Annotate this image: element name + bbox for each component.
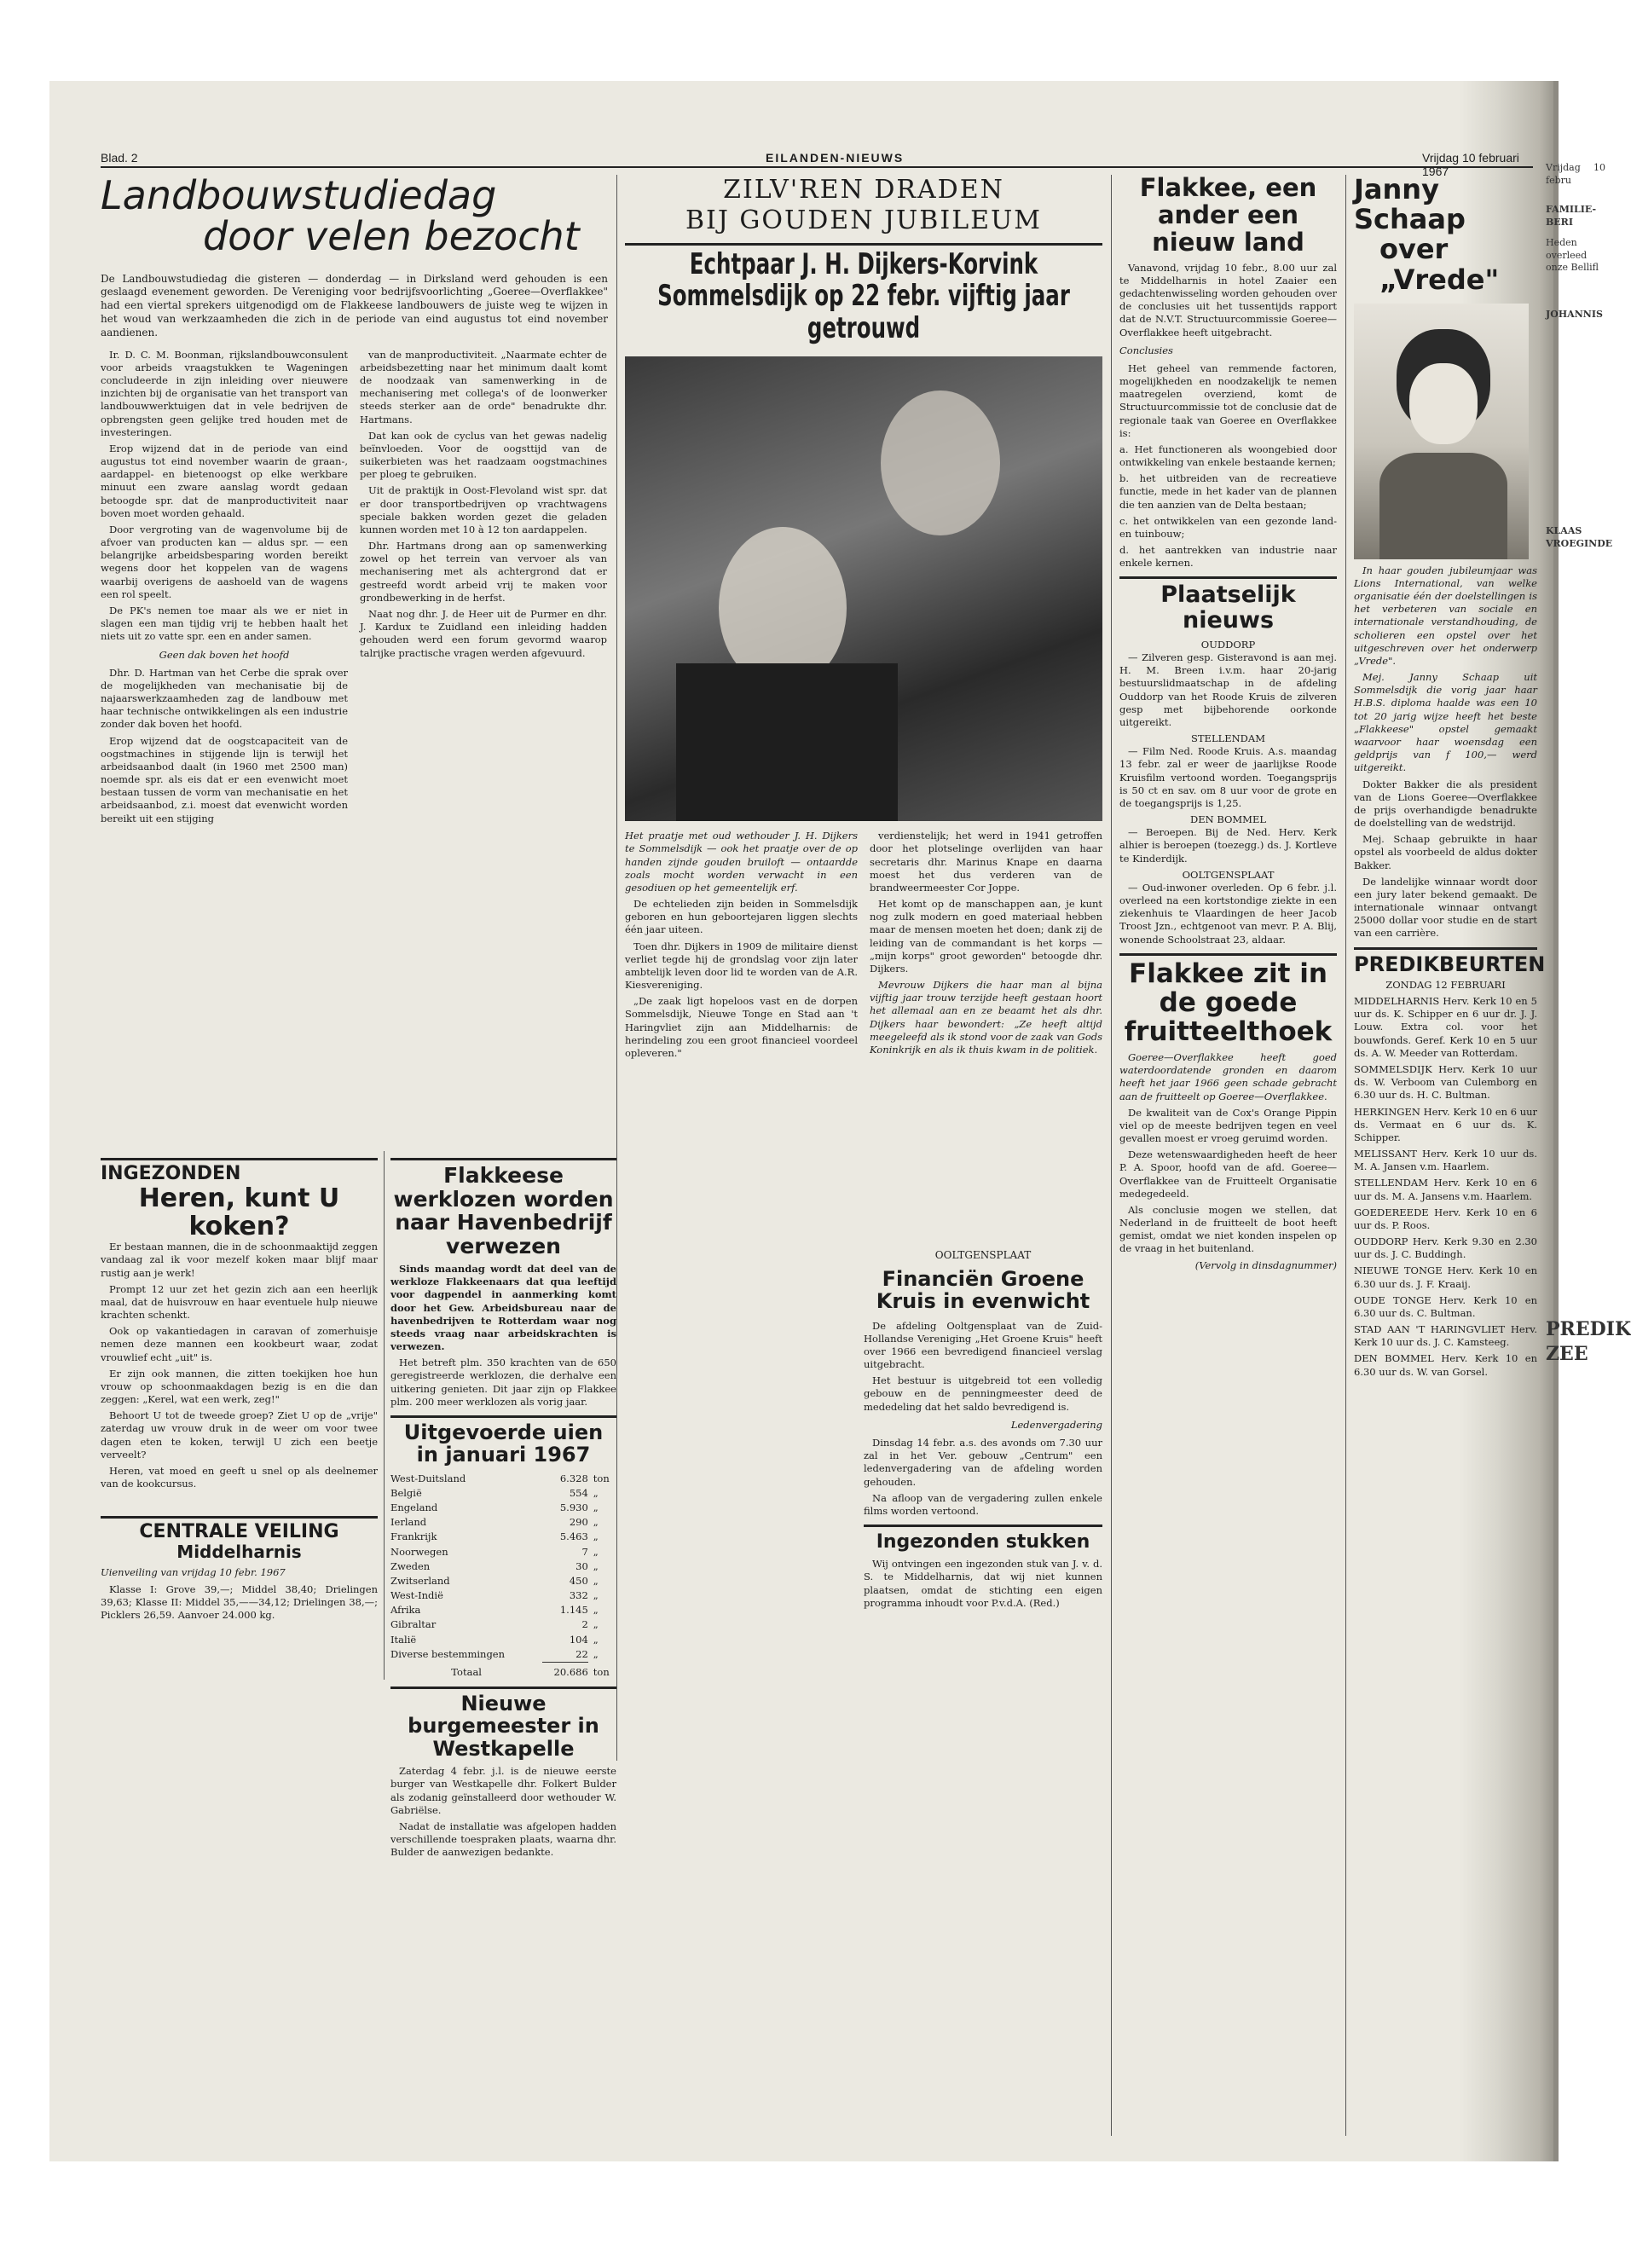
masthead-date: Vrijdag 10 februari 1967 — [1422, 151, 1519, 178]
uien-value: 5.930 — [559, 1501, 588, 1514]
oltgensplaat-section: Ledenvergadering — [1010, 1418, 1102, 1431]
uien-table-body — [390, 1472, 616, 1663]
divider — [1119, 576, 1337, 579]
uien-value: 104 — [569, 1633, 588, 1646]
oltgensplaat-para: De afdeling Ooltgensplaat van de Zuid-Hollandse Vereniging „Het Groene Kruis" heeft over 1966 een bevredigend financieel verslag uitgebracht. — [864, 1319, 1102, 1371]
ingezonden-para: Er zijn ook mannen, die zitten toekijken hoe hun vrouw op schoonmaakdagen bezig is en die dan zeggen: „Kerel, wat een werk, zeg!" — [101, 1367, 378, 1406]
flakkee-land-item: b. het uitbreiden van de recreatieve functie, mede in het kader van de plannen die ten aanzien van de Delta bestaan; — [1119, 472, 1337, 511]
zilveren-para: Het komt op de manschappen aan, je kunt nog zulk modern en goed materiaal hebben maar de mensen moeten het doen; dank zij de leiding van de commandant is het korps — „mijn korps" groot geworden" betoogde dhr. Dijkers. — [870, 898, 1102, 975]
landbouw-subhead: Geen dak boven het hoofd — [159, 648, 290, 661]
werklozen-body: Het betreft plm. 350 krachten van de 650 geregistreerde werklozen, die derhalve een uitkering genieten. Dit jaar zijn op Flakkee plm. 200 meer werklozen als vorig jaar. — [390, 1357, 616, 1408]
strip-date: Vrijdag 10 febru — [1546, 162, 1605, 186]
predikbeurten-entry: GOEDEREEDE Herv. Kerk 10 en 6 uur ds. P. Roos. — [1354, 1206, 1537, 1231]
uien-total-unit: ton — [593, 1665, 610, 1678]
next-page-strip — [1546, 162, 1631, 2106]
column-rule — [384, 1151, 385, 1680]
uien-table-title: Uitgevoerde uien in januari 1967 — [403, 1420, 604, 1467]
oltgensplaat-para: Na afloop van de vergadering zullen enkele films worden vertoond. — [864, 1491, 1102, 1517]
photo-face — [881, 391, 1000, 535]
zilveren-columns — [625, 830, 1102, 1063]
landbouw-para: Dhr. D. Hartman van het Cerbe die sprak over de mogelijkheden van mechanisatie bij de najaarswerkzaamheden zag de landbouw met haar technische ontwikkelingen als een industrie zonder dak boven het hoofd. — [101, 666, 348, 731]
divider — [390, 1415, 616, 1418]
uien-unit: „ — [593, 1618, 599, 1631]
fruitteelt-para: Als conclusie mogen we stellen, dat Nederland in de fruitteelt de boot heeft gemist, omdat we niet konden inspelen op de vraag in het buitenland. — [1119, 1203, 1337, 1255]
plaatselijk-sections — [1119, 639, 1337, 946]
fruitteelt-continued: (Vervolg in dinsdagnummer) — [1194, 1258, 1337, 1271]
column-rule — [1111, 175, 1112, 2136]
uien-value: 22 — [575, 1647, 588, 1660]
landbouw-para: Erop wijzend dat in de periode van eind augustus tot eind november waarin de graan-, aardappel- en bietenoogst op elke werkbare minuut een zware aanslag wordt gedaan betoogde spr. dat de manproductiviteit naar boven moet worden gehaald. — [101, 442, 348, 519]
plaatselijk-place: OUDDORP — [1200, 638, 1256, 651]
uien-value: 5.463 — [559, 1530, 588, 1543]
zilveren-para: verdienstelijk; het werd in 1941 getroffen door het plotselinge overlijden van haar secretaris dhr. Marinus Knape en daarna moest het dus verderen van de brandweermeester Cor Joppe. — [870, 830, 1102, 894]
uien-unit: „ — [593, 1501, 599, 1514]
predikbeurten-entry: OUDDORP Herv. Kerk 9.30 en 2.30 uur ds. J. C. Buddingh. — [1354, 1235, 1537, 1261]
flakkee-land-section: Conclusies — [1119, 344, 1173, 356]
uien-country: Afrika — [390, 1604, 421, 1617]
uien-country: Italië — [390, 1633, 417, 1646]
uien-unit: „ — [593, 1516, 599, 1529]
article-oltgensplaat — [864, 1249, 1102, 1752]
divider — [390, 1158, 616, 1160]
strip-line: KLAAS — [1546, 525, 1582, 537]
divider — [1119, 953, 1337, 956]
uien-table-row — [390, 1501, 616, 1515]
westkapelle-para: Zaterdag 4 febr. j.l. is de nieuwe eerste burger van Westkapelle dhr. Folkert Bulder als zodanig geïnstalleerd door wethouder W. Gabriëlse. — [390, 1765, 616, 1816]
zilveren-headline — [625, 249, 1102, 344]
veiling-title: CENTRALE VEILING — [139, 1521, 339, 1543]
janny-para: Dokter Bakker die als president van de Lions Goeree—Overflakkee de prijs overhandigde benadrukte de doelstelling van de wedstrijd. — [1354, 778, 1537, 830]
uien-value: 554 — [569, 1486, 588, 1499]
plaatselijk-headline: Plaatselijk nieuws — [1160, 581, 1296, 634]
uien-unit: ton — [593, 1472, 610, 1484]
ingezonden-label: INGEZONDEN — [101, 1163, 241, 1184]
plaatselijk-text: — Zilveren gesp. Gisteravond is aan mej. H. M. Breen i.v.m. haar 20-jarig bestuurslidmaatschap in de afdeling Ouddorp van het Roode Kruis de zilveren gesp met bijbehorende oorkonde uitgereikt. — [1119, 651, 1337, 728]
uien-table-row — [390, 1574, 616, 1588]
plaatselijk-place: STELLENDAM — [1191, 732, 1265, 745]
zilveren-kicker — [625, 175, 1102, 236]
predikbeurten-entry: OUDE TONGE Herv. Kerk 10 en 6.30 uur ds. C. Bultman. — [1354, 1293, 1537, 1319]
janny-caption: In haar gouden jubileumjaar was Lions International, van welke organisatie één der doelstellingen is het verbeteren van sociale en internationale verstandhouding, de scholieren een opstel over het uitgeschreven over het onderwerp „Vrede". — [1354, 564, 1537, 667]
uien-unit: „ — [593, 1589, 599, 1602]
oltgensplaat-headline: Financiën Groene Kruis in evenwicht — [876, 1266, 1090, 1314]
predikbeurten-entry: SOMMELSDIJK Herv. Kerk 10 uur ds. W. Verboom van Culemborg en 6.30 uur ds. H. C. Bultman. — [1354, 1062, 1537, 1102]
zilveren-col2 — [870, 830, 1102, 1063]
photo-face — [1409, 363, 1478, 444]
predikbeurten-entry: MELISSANT Herv. Kerk 10 uur ds. M. A. Jansen v.m. Haarlem. — [1354, 1148, 1537, 1173]
uien-value: 7 — [581, 1545, 588, 1558]
landbouw-para: van de manproductiviteit. „Naarmate echter de arbeidsbezetting naar het minimum daalt komt de noodzaak van samenwerking in de mechanisering met collega's of de loonwerker steeds sterker aan de orde" benadrukte dhr. Hartmans. — [360, 348, 607, 425]
uien-country: West-Duitsland — [390, 1472, 466, 1484]
uien-table-row — [390, 1633, 616, 1647]
landbouw-para: Door vergroting van de wagenvolume bij de afvoer van producten kan — aldus spr. — een belangrijke arbeidsbesparing worden bereikt wegens door het koppelen van de wagens waarbij overigens de aashoeld van de wagens een rol speelt. — [101, 523, 348, 600]
janny-para: Mej. Janny Schaap uit Sommelsdijk die vorig jaar haar H.B.S. diploma haalde was een 10 tot 20 jarig wijze heeft het beste „Flakkeese" opstel gemaakt waarvoor haar woensdag een geldprijs van f 100,— werd uitgereikt. — [1354, 671, 1537, 774]
plaatselijk-text: — Oud-inwoner overleden. Op 6 febr. j.l. overleed na een kortstondige ziekte in een ziekenhuis te Vlaardingen de heer Jacob Troost Jzn., echtgenoot van mevr. P. A. Blij, wonende Schoolstraat 23, aldaar. — [1119, 881, 1337, 946]
page-label: Blad. 2 — [101, 151, 138, 165]
uien-unit: „ — [593, 1559, 599, 1572]
couple-photo — [625, 356, 1102, 821]
oltgensplaat-para: Het bestuur is uitgebreid tot een volledig gebouw en de penningmeester deed de mededeling dat het saldo bevredigend is. — [864, 1374, 1102, 1413]
predikbeurten-entry: MIDDELHARNIS Herv. Kerk 10 en 5 uur ds. K. Schipper en 6 uur dr. J. J. Louw. Extra col. voor het bouwfonds. Geref. Kerk 10 en 5 uur ds. A. W. Meeder van Rotterdam. — [1354, 995, 1537, 1059]
landbouw-para: Ir. D. C. M. Boonman, rijkslandbouwconsulent voor arbeids vraagstukken te Wageningen concludeerde in zijn inleiding over nieuwere inzichten bij de organisatie van het transport van landbouwwerktuigen dat in vele bedrijven de opbrengsten geen gelijke tred houden met de investeringen. — [101, 348, 348, 438]
janny-headline — [1354, 175, 1537, 295]
ingezonden-stukken-headline: Ingezonden stukken — [876, 1531, 1090, 1553]
uien-country: Gibraltar — [390, 1618, 437, 1631]
landbouw-title-line2: door velen bezocht — [203, 213, 580, 260]
predikbeurten-entry: STAD AAN 'T HARINGVLIET Herv. Kerk 10 uur ds. J. C. Kamsteeg. — [1354, 1323, 1537, 1349]
uien-total-row — [390, 1662, 616, 1680]
masthead-bar — [101, 149, 1533, 178]
divider — [864, 1525, 1102, 1527]
werklozen-lead: Sinds maandag wordt dat deel van de werkloze Flakkeenaars dat qua leeftijd voor dagpendel in aanmerking komt door het Gew. Arbeidsbureau naar de havenbedrijven te Rotterdam waar nog steeds vraag naar arbeidskrachten is verwezen. — [390, 1263, 616, 1353]
portrait-photo — [1354, 304, 1529, 559]
predikbeurten-date: ZONDAG 12 FEBRUARI — [1385, 978, 1506, 991]
uien-country: Zwitserland — [390, 1574, 450, 1587]
flakkee-land-item: a. Het functioneren als woongebied door ontwikkeling van enkele bestaande kernen; — [1119, 443, 1337, 469]
strip-line: onze Bellifl — [1546, 262, 1599, 274]
zilveren-headline-text: Echtpaar J. H. Dijkers-Korvink Sommelsdijk op 22 febr. vijftig jaar getrouwd — [657, 247, 1070, 345]
janny-headline-line1: Janny Schaap — [1354, 173, 1466, 236]
landbouw-para: Dhr. Hartmans drong aan op samenwerking zowel op het terrein van vervoer als van mechanisering met als achtergrond dat er gestreefd wordt arbeid vrij te maken voor grondbewerking in de herfst. — [360, 540, 607, 604]
landbouw-para: Uit de praktijk in Oost-Flevoland wist spr. dat er door transportbedrijven op vrachtwagens speciale bakken worden gezet die geladen kunnen worden met 10 à 12 ton aardappelen. — [360, 484, 607, 535]
zilveren-para: Mevrouw Dijkers die haar man al bijna vijftig jaar trouw terzijde heeft gestaan hoort het allemaal aan en ze beaamt het als dhr. Dijkers haar bewondert: „Ze heeft altijd meegeleefd als ik stond voor de zaak van Gods Koninkrijk en als ik thuis kwam in de politiek. — [870, 979, 1103, 1056]
ingezonden-para: Er bestaan mannen, die in de schoonmaaktijd zeggen vandaag zal ik voor mezelf koken maar blijf maar rustig aan je werk! — [101, 1241, 378, 1279]
ingezonden-para: Ook op vakantiedagen in caravan of zomerhuisje nemen deze mannen een kookbeurt waar, zodat vrouwlief echt „uit" is. — [101, 1325, 378, 1363]
landbouw-para: Erop wijzend dat de oogstcapaciteit van de oogstmachines in stijgende lijn is terwijl het arbeidsaanbod daalt (in 1960 met 2500 man) noemde spr. als eis dat er een evenwicht moet bestaan tussen de vorm van mechanisatie en het arbeidsaanbod, z.i. moest dat evenwicht worden bereikt uit een stijging — [101, 734, 348, 824]
zilveren-col1 — [625, 830, 858, 1063]
uien-value: 332 — [569, 1589, 588, 1602]
landbouw-lead: De Landbouwstudiedag die gisteren — donderdag — in Dirksland werd gehouden is een geslaagd evenement geworden. De Vereniging voor bedrijfsvoorlichting „Goeree—Overflakkee" had een viertal sprekers uitgenodigd om de Flakkeese landbouwers de juiste weg te wijzen in het woud van werkzaamheden die zich in de periode van eind augustus tot eind november aandienen. — [101, 272, 608, 338]
fruitteelt-headline: Flakkee zit in de goede fruitteelthoek — [1124, 958, 1333, 1047]
divider — [101, 1516, 378, 1519]
uien-country: Noorwegen — [390, 1545, 448, 1558]
veiling-date: Uienveiling van vrijdag 10 febr. 1967 — [101, 1566, 286, 1579]
flakkee-land-item: c. het ontwikkelen van een gezonde land- en tuinbouw; — [1119, 514, 1337, 540]
article-janny — [1354, 173, 1546, 2127]
flakkee-land-lead: Vanavond, vrijdag 10 febr., 8.00 uur zal te Middelharnis in hotel Zaaier een gedachtenwisseling worden gehouden over de conclusies uit het tussentijds rapport dat de N.V.T. Structuurcommissie Goeree—Overflakkee heeft uitgebracht. — [1119, 261, 1337, 338]
photo-shadow — [676, 663, 898, 821]
uien-country: Frankrijk — [390, 1530, 437, 1543]
uien-value: 30 — [575, 1559, 588, 1572]
uien-table-row — [390, 1530, 616, 1544]
uien-unit: „ — [593, 1574, 599, 1587]
article-zilveren — [625, 175, 1102, 1241]
uien-unit: „ — [593, 1545, 599, 1558]
strip-line: ZEE — [1546, 1343, 1588, 1366]
uien-table-row — [390, 1559, 616, 1574]
predikbeurten-entry: HERKINGEN Herv. Kerk 10 en 6 uur ds. Vermaat en 6 uur ds. K. Schipper. — [1354, 1105, 1538, 1143]
predikbeurten-entry: NIEUWE TONGE Herv. Kerk 10 en 6.30 uur ds. J. F. Kraaij. — [1354, 1264, 1537, 1290]
veiling-body: Klasse I: Grove 39,—; Middel 38,40; Drielingen 39,63; Klasse II: Middel 35,——34,12; Drielingen 38,—; Picklers 26,59. Aanvoer 24.000 kg. — [101, 1582, 378, 1621]
uien-table-row — [390, 1472, 616, 1486]
uien-unit: „ — [593, 1486, 599, 1499]
uien-unit: „ — [593, 1647, 599, 1660]
uien-table-row — [390, 1603, 616, 1617]
flakkee-land-headline: Flakkee, een ander een nieuw land — [1139, 173, 1317, 257]
plaatselijk-place: DEN BOMMEL — [1189, 813, 1266, 826]
ingezonden-para: Behoort U tot de tweede groep? Ziet U op de „vrije" zaterdag uw vrouw druk in de weer om voor twee dagen eten te koken, terwijl U zich een beetje verveelt? — [101, 1409, 378, 1461]
predikbeurten-entry: DEN BOMMEL Herv. Kerk 10 en 6.30 uur ds. W. van Gorsel. — [1354, 1352, 1537, 1378]
uien-table — [390, 1472, 616, 1680]
uien-table-row — [390, 1486, 616, 1501]
article-flakkee-land — [1119, 175, 1337, 2127]
strip-line: Heden overleed — [1546, 237, 1588, 261]
landbouw-columns — [101, 349, 608, 829]
veiling-subtitle: Middelharnis — [176, 1542, 302, 1563]
plaatselijk-text: — Beroepen. Bij de Ned. Herv. Kerk alhier is beroepen (toezegg.) ds. J. Kortleve te Kinderdijk. — [1119, 826, 1337, 865]
fruitteelt-lead: Goeree—Overflakkee heeft goed waterdoordatende gronden en daarom heeft het jaar 1966 geen schade gebracht aan de fruitteelt op Goeree—Overflakkee. — [1119, 1051, 1337, 1102]
zilveren-kicker-line2: BIJ GOUDEN JUBILEUM — [685, 205, 1043, 235]
zilveren-caption: Het praatje met oud wethouder J. H. Dijkers te Sommelsdijk — ook het praatje over de op handen zijnde gouden bruiloft — ontaardde zoals mocht worden verwacht in een gesodiuen op het gemeentelijk erf. — [625, 830, 858, 894]
flakkee-land-body: Het geheel van remmende factoren, mogelijkheden en noodzakelijk te nemen maatregelen overziend, komt de Structuurcommissie tot de conclusie dat de regionale taak van Goeree en Overflakkee is: — [1119, 362, 1337, 439]
uien-value: 450 — [569, 1574, 588, 1587]
divider — [390, 1687, 616, 1689]
uien-table-row — [390, 1617, 616, 1632]
plaatselijk-place: OOLTGENSPLAAT — [1182, 868, 1275, 881]
oltgensplaat-para: Dinsdag 14 febr. a.s. des avonds om 7.30 uur zal in het Ver. gebouw „Centrum" een ledenvergadering van de afdeling worden gehouden. — [864, 1436, 1102, 1488]
landbouw-para: De PK's nemen toe maar als we er niet in slagen een man tijdig vrij te hebben haalt het niets uit zo vatte spr. een en ander samen. — [101, 605, 348, 643]
predikbeurten-entry: STELLENDAM Herv. Kerk 10 en 6 uur ds. M. A. Jansens v.m. Haarlem. — [1354, 1177, 1537, 1202]
landbouw-para: Dat kan ook de cyclus van het gewas nadelig beïnvloeden. Voor de oogsttijd van de suikerbieten was het raadzaam oogstmachines per ploeg te gebruiken. — [360, 429, 607, 481]
uien-country: West-Indië — [390, 1589, 443, 1602]
uien-value: 6.328 — [559, 1472, 588, 1484]
uien-unit: „ — [593, 1633, 599, 1646]
article-landbouw — [101, 172, 608, 1121]
oltgensplaat-dateline: OOLTGENSPLAAT — [934, 1249, 1032, 1261]
predikbeurten-headline: PREDIKBEURTEN — [1354, 952, 1546, 976]
uien-total-label: Totaal — [451, 1665, 482, 1678]
uien-country: Zweden — [390, 1559, 431, 1572]
photo-sweater — [1379, 453, 1507, 559]
fruitteelt-para: Deze wetenswaardigheden heeft de heer P. A. Spoor, hoofd van de afd. Goeree—Overflakkee van de Fruitteelt Organisatie medegedeeld. — [1119, 1148, 1337, 1200]
uien-total-value: 20.686 — [542, 1662, 588, 1680]
strip-line: PREDIK — [1546, 1318, 1631, 1341]
strip-line: VROEGINDE — [1546, 537, 1613, 549]
uien-value: 1.145 — [559, 1604, 588, 1617]
plaatselijk-text: — Film Ned. Roode Kruis. A.s. maandag 13 febr. zal er weer de jaarlijkse Roode Kruisfilm vertoond worden. Toegangsprijs is 50 ct en sav. om 8 uur voor de grote en de toegangsprijs is 1,25. — [1119, 745, 1337, 809]
landbouw-col1 — [101, 349, 348, 829]
westkapelle-para: Nadat de installatie was afgelopen hadden verschillende toespraken plaats, waarna dhr. Bulder de aanwezigen bedankte. — [390, 1820, 616, 1859]
column-rule — [1345, 175, 1346, 2136]
flakkee-land-item: d. het aantrekken van industrie naar enkele kernen. — [1119, 544, 1337, 570]
janny-headline-line2: over „Vrede" — [1379, 233, 1500, 296]
strip-line: JOHANNIS — [1546, 308, 1603, 320]
divider — [101, 1158, 378, 1160]
uien-country: Ierland — [390, 1516, 427, 1529]
zilveren-para: Toen dhr. Dijkers in 1909 de militaire dienst verliet tegde hij de grondslag voor zijn later ambtelijk leven door lid te worden van de A.R. Kiesvereniging. — [625, 940, 858, 992]
paper-name: EILANDEN-NIEUWS — [766, 151, 905, 165]
zilveren-para: De echtelieden zijn beiden in Sommelsdijk geboren en hun geboortejaren liggen slechts één jaar uiteen. — [625, 898, 858, 936]
newspaper-page — [49, 81, 1631, 2161]
zilveren-kicker-line1: ZILV'REN DRADEN — [723, 175, 1004, 205]
zilveren-para: „De zaak ligt hopeloos vast en de dorpen Sommelsdijk, Nieuwe Tonge en Stad aan 't Haringvliet zijn aan Middelharnis: de herindeling zou een groot financieel voordeel opleveren." — [625, 995, 858, 1059]
column-rule — [616, 175, 617, 1761]
divider — [1354, 947, 1537, 950]
uien-table-row — [390, 1588, 616, 1603]
uien-table-row — [390, 1545, 616, 1559]
westkapelle-headline: Nieuwe burgemeester in Westkapelle — [408, 1692, 599, 1761]
uien-table-row — [390, 1515, 616, 1530]
uien-country: België — [390, 1486, 422, 1499]
uien-country: Engeland — [390, 1501, 438, 1514]
landbouw-title-line1: Landbouwstudiedag — [101, 172, 497, 218]
landbouw-headline — [101, 172, 608, 260]
ingezonden-headline: Heren, kunt U koken? — [138, 1183, 340, 1242]
ingezonden-para: Heren, vat moed en geeft u snel op als deelnemer van de kookcursus. — [101, 1464, 378, 1490]
ingezonden-para: Prompt 12 uur zet het gezin zich aan een heerlijk maal, dat de huisvrouw en haar eventuele hulp nieuwe krachten schenkt. — [101, 1282, 378, 1322]
uien-unit: „ — [593, 1604, 599, 1617]
janny-para: De landelijke winnaar wordt door een jury later bekend gemaakt. De internationale winnaar ontvangt 25000 dollar voor studie en de start van een carrière. — [1354, 875, 1537, 940]
uien-table-row — [390, 1647, 616, 1663]
uien-country: Diverse bestemmingen — [390, 1647, 506, 1660]
divider — [625, 243, 1102, 246]
strip-line: FAMILIE-BERI — [1546, 204, 1597, 228]
werklozen-headline: Flakkeese werklozen worden naar Havenbedrijf verwezen — [393, 1163, 614, 1258]
ingezonden-stukken-body: Wij ontvingen een ingezonden stuk van J. v. d. S. te Middelharnis, dat wij niet kunnen plaatsen, omdat de stichting een eigen programma inhoudt voor P.v.d.A. (Red.) — [864, 1558, 1102, 1609]
fruitteelt-para: De kwaliteit van de Cox's Orange Pippin viel op de meeste bedrijven tegen en veel gevallen moest er vroeg geruimd worden. — [1119, 1106, 1337, 1145]
uien-value: 290 — [569, 1516, 588, 1529]
article-werklozen — [390, 1151, 616, 2140]
uien-value: 2 — [581, 1618, 588, 1631]
uien-unit: „ — [593, 1530, 599, 1543]
article-ingezonden — [101, 1151, 378, 2140]
landbouw-col2 — [360, 349, 607, 829]
janny-para: Mej. Schaap gebruikte in haar opstel als voorbeeld de aldus dokter Bakker. — [1354, 833, 1537, 871]
landbouw-para: Naat nog dhr. J. de Heer uit de Purmer en dhr. J. Kardux te Zuidland een inleiding hadden gehouden werd een forum gevormd waarop talrijke practische vragen werden afgevuurd. — [360, 608, 607, 659]
